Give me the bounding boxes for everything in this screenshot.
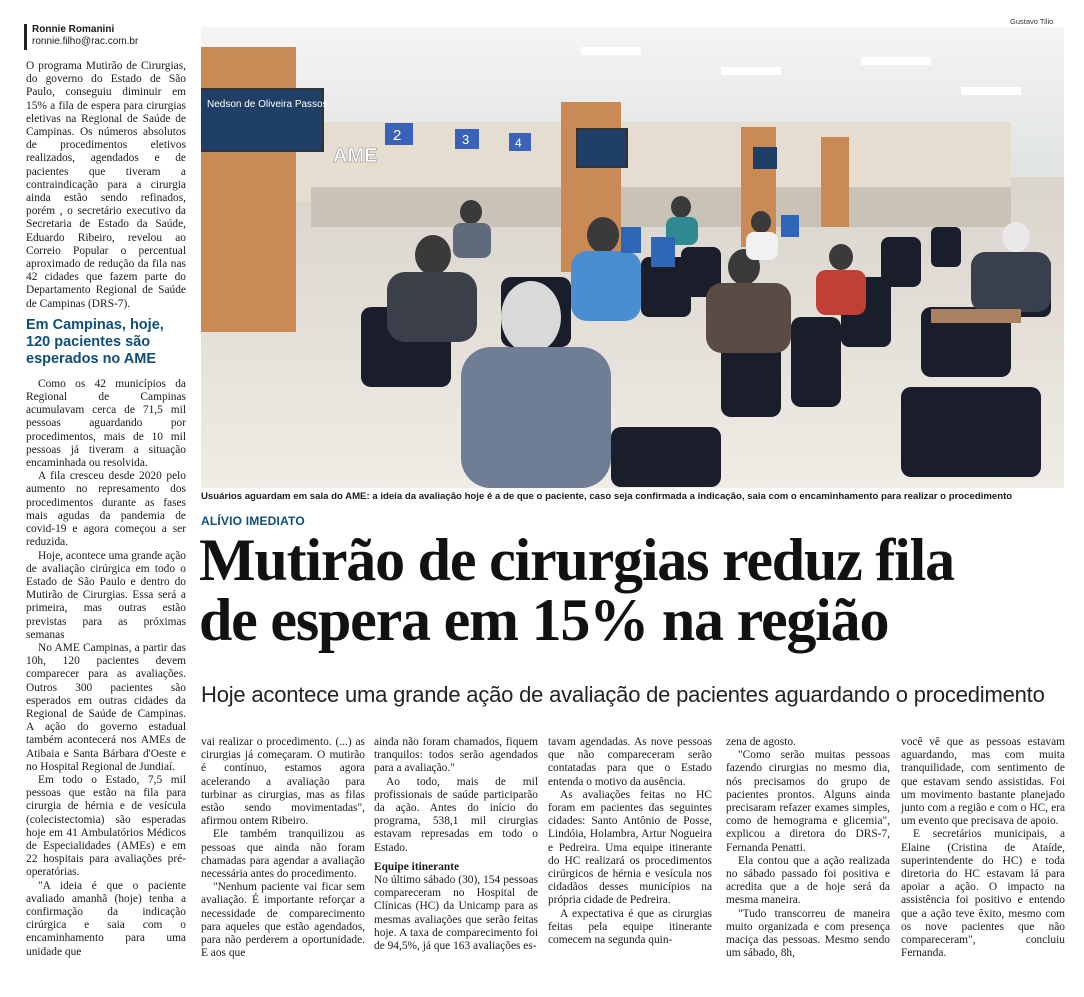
headline-line: Mutirão de cirurgias reduz fila: [199, 527, 954, 593]
photo-credit: Gustavo Tilio: [1010, 17, 1054, 26]
body-paragraph: "Nenhum paciente vai ficar sem avaliação. É importante reforçar a necessidade de comparecimento para aqueles que estão agendados, para não perderem a oportunidade. E aos que: [201, 881, 365, 960]
body-paragraph: zena de agosto.: [726, 736, 796, 748]
body-column-3: [548, 736, 712, 947]
screen-name-text: Nedson de Oliveira Passos: [207, 99, 328, 110]
body-paragraph: "Tudo transcorreu de maneira muito organizada e com presença maciça das pessoas. Mesmo sendo um sábado, 8h,: [726, 907, 890, 960]
left-paragraph: Em todo o Estado, 7,5 mil pessoas que estão na fila para cirurgia de hérnia e de vesícula (colecistectomia) são esperadas hoje em 41 Ambulatórios Médicos de Especialidades (AMEs) e em 22 hospitais para avaliações pré-operatórias.: [26, 773, 186, 879]
body-column-5: [901, 736, 1065, 960]
body-column-1: [201, 736, 365, 960]
body-paragraph: A expectativa é que as cirurgias feitas pela equipe itinerante comecem na segunda quin-: [548, 907, 712, 947]
body-paragraph: você vê que as pessoas estavam aguardando, mas com muita tranquilidade, com sentimento de que estavam sendo assistidas. Foi um movimento bastante planejado junto com a região e com o HC, era um evento que precisava de apoio.: [901, 736, 1065, 828]
left-paragraph: Hoje, acontece uma grande ação de avaliação cirúrgica em todo o Estado de São Paulo e dentro do Mutirão de Cirurgias. Essa será a primeira, mas outras estão previstas para as próximas semanas: [26, 549, 186, 641]
body-paragraph: ainda não foram chamados, fiquem tranquilos: todos serão agendados para a avaliação.": [374, 736, 538, 775]
body-paragraph: No último sábado (30), 154 pessoas compareceram no Hospital de Clínicas (HC) da Unicamp para as mesmas avaliações que serão feitas hoje. A taxa de comparecimento foi de 94,5%, já que 163 avaliações es-: [374, 874, 538, 953]
counter-number: 2: [393, 127, 402, 144]
headline: [199, 527, 1069, 653]
body-subhead: Equipe itinerante: [374, 860, 460, 873]
body-paragraph: Ela contou que a ação realizada no sábado passado foi positiva e acredita que a de hoje será da mesma maneira.: [726, 854, 890, 907]
author-email: ronnie.filho@rac.com.br: [32, 36, 139, 47]
body-paragraph: Ele também tranquilizou as pessoas que ainda não foram chamadas para agendar a avaliação necessária antes do procedimento.: [201, 828, 365, 881]
left-paragraph: A fila cresceu desde 2020 pelo aumento no represamento dos procedimentos durante as fases mais agudas da pandemia de covid-19 e agora começou a ser reduzida.: [26, 470, 186, 549]
photo-caption: Usuários aguardam em sala do AME: a ideia da avaliação hoje é a de que o paciente, caso seja confirmada a indicação, saia com o encaminhamento para realizar o procedimento: [201, 491, 1013, 502]
body-paragraph: Ao todo, mais de mil profissionais de saúde participarão da ação. Antes do início do programa, 538,1 mil cirurgias estavam represadas em todo o Estado.: [374, 775, 538, 854]
body-paragraph: "Como serão muitas pessoas fazendo cirurgias no mesmo dia, nós precisamos do grupo de pacientes prontos. Alguns ainda precisaram refazer exames simples, como de hemograma e glicemia", explicou a diretora do DRS-7, Fernanda Penatti.: [726, 749, 890, 854]
counter-number: 4: [515, 136, 522, 150]
counter-number: 3: [462, 132, 470, 147]
headline-line: de espera em 15% na região: [199, 587, 889, 653]
left-paragraph: Como os 42 municípios da Regional de Campinas acumulavam cerca de 71,5 mil pessoas aguardando por procedimentos, mais de 10 mil pessoas já tiveram a situação encaminhada ou resolvida.: [26, 377, 186, 470]
author-name: Ronnie Romanini: [32, 24, 115, 35]
left-subhead: Em Campinas, hoje, 120 pacientes são esperados no AME: [26, 316, 164, 367]
body-paragraph: As avaliações feitas no HC foram em pacientes das seguintes cidades: Santo Antônio de Posse, Lindóia, Holambra, Artur Nogueira e Pedreira. Uma equipe itinerante do HC realizará os procedimentos cirúrgicos de hérnia e vesícula nos cidadãos desses municípios na própria cidade de Pedreira.: [548, 788, 712, 907]
body-column-4: [726, 736, 890, 960]
article-photo: [201, 27, 1064, 488]
body-column-2: [374, 736, 538, 953]
body-paragraph: vai realizar o procedimento. (...) as cirurgias já começaram. O mutirão é contínuo, estamos agora acelerando a avaliação para turbinar as cirurgias, mas as filas estão sendo movimentadas", afirmou ontem Ribeiro.: [201, 736, 365, 828]
left-paragraph: "A ideia é que o paciente avaliado amanhã (hoje) tenha a confirmação da indicação cirúrgica e saia com o encaminhamento para uma unidade que: [26, 879, 186, 958]
ame-logo-text: AME: [333, 145, 378, 167]
body-paragraph: tavam agendadas. As nove pessoas que não compareceram serão contatadas para que o Estado entenda o motivo da ausência.: [548, 736, 712, 788]
byline: [24, 24, 184, 50]
kicker: ALÍVIO IMEDIATO: [201, 514, 305, 528]
left-paragraph: No AME Campinas, a partir das 10h, 120 pacientes devem comparecer para as avaliações. Outros 300 pacientes são esperados em outras cidades da Regional de Saúde de Campinas. A ação do governo estadual também acontecerá nos AMEs de Atibaia e Santa Bárbara d'Oeste e no Hospital Regional de Jundiaí.: [26, 641, 186, 773]
left-column: [26, 60, 186, 959]
waiting-room-illustration: [201, 27, 1064, 488]
body-paragraph: E secretários municipais, a Elaine (Cristina de Ataíde, superintendente do HC) e toda diretoria do HC estavam lá para apoiar a ação. O impacto na assistência foi positivo e entendo que a ação teve êxito, mesmo com os nove pacientes que não compareceram", concluiu Fernanda.: [901, 828, 1065, 960]
deck: Hoje acontece uma grande ação de avaliação de pacientes aguardando o procedimento: [201, 682, 1045, 707]
left-paragraph: O programa Mutirão de Cirurgias, do governo do Estado de São Paulo, conseguiu diminuir em 15% a fila de espera para cirurgias eletivas na Regional de Saúde de Campinas. Os números absolutos de procedimentos eletivos realizados, agendados e de pacientes que tiveram a contraindicação para a cirurgia ainda estão sendo refinados, porém , o secretário executivo da Secretaria de Estado da Saúde, Eduardo Ribeiro, revelou ao Correio Popular o percentual aproximado de redução da fila nas 42 cidades que fazem parte do Departamento Regional de Saúde de Campinas (DRS-7).: [26, 60, 186, 310]
